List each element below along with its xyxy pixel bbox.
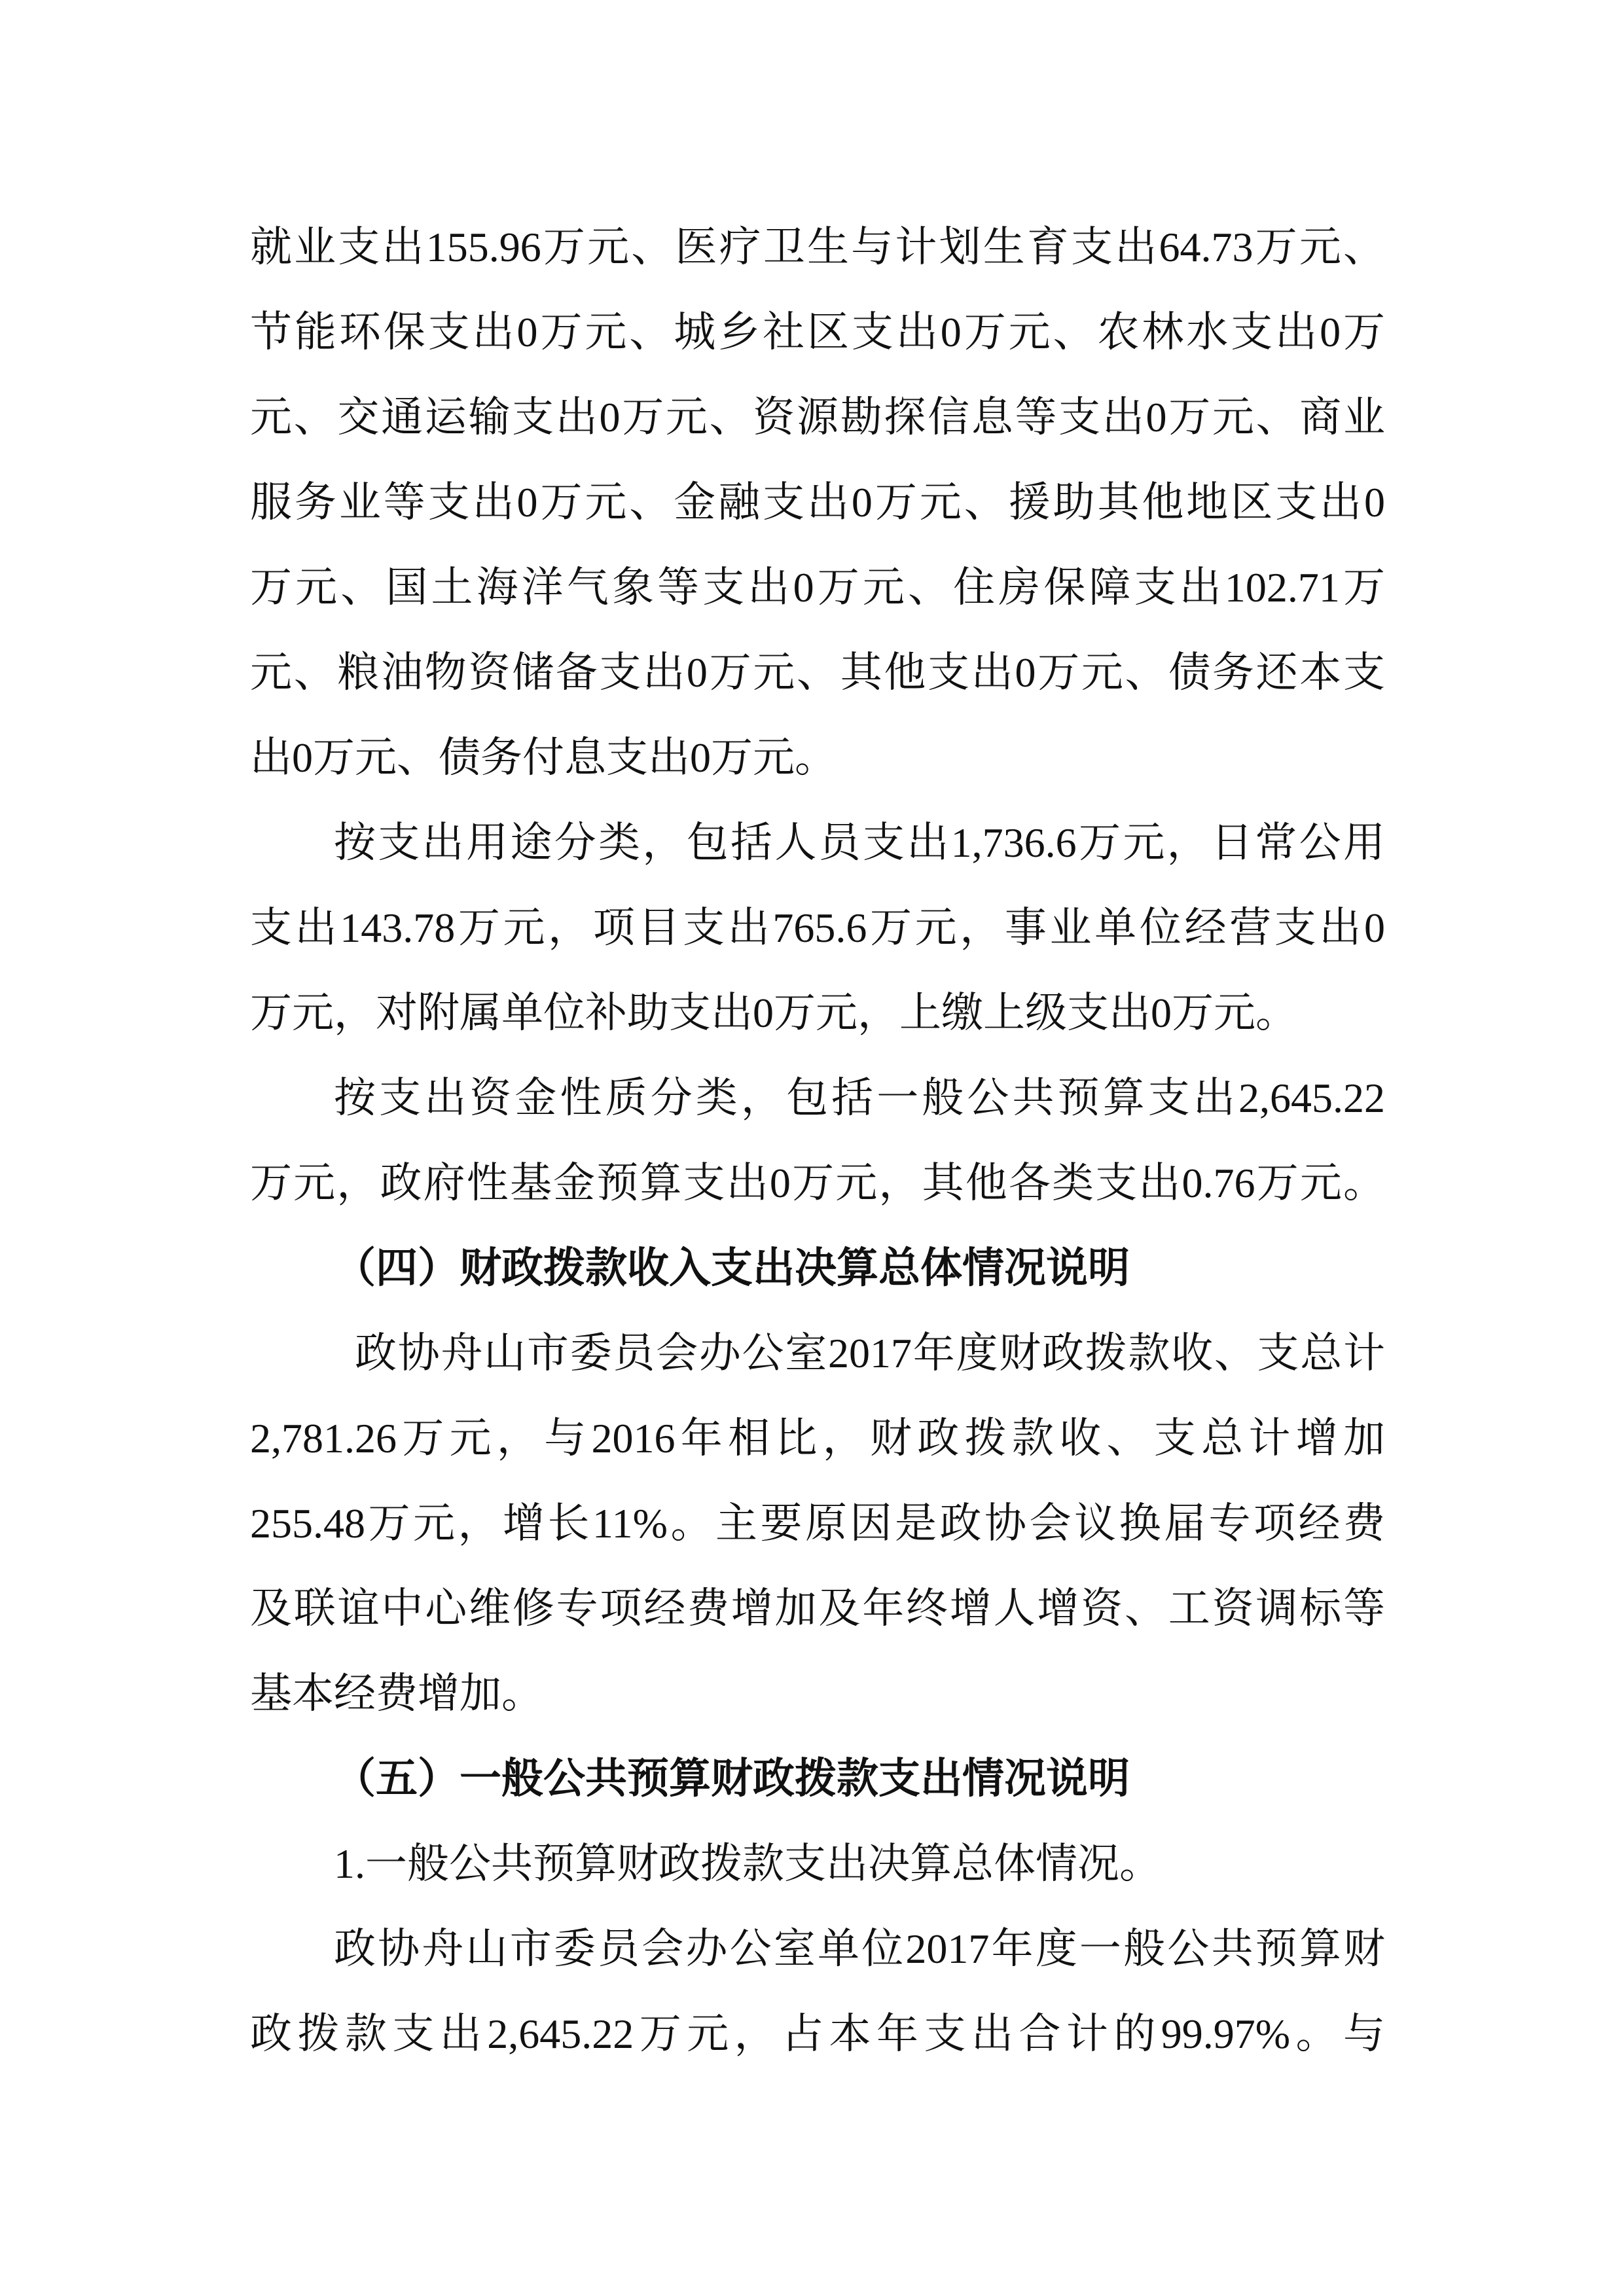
text-line: 政协舟山市委员会办公室单位2017年度一般公共预算财 xyxy=(334,1926,1385,1972)
text-line: 政协舟山市委员会办公室2017年度财政拨款收、支总计 xyxy=(355,1330,1385,1376)
document-body xyxy=(250,205,1385,2077)
paragraph-expenditure-by-function xyxy=(250,205,1385,800)
text-line: 255.48万元，增长11%。主要原因是政协会议换届专项经费 xyxy=(250,1500,1385,1547)
text-line: 元、交通运输支出0万元、资源勘探信息等支出0万元、商业 xyxy=(250,394,1385,440)
text-line: 就业支出155.96万元、医疗卫生与计划生育支出64.73万元、 xyxy=(250,224,1385,270)
paragraph-expenditure-by-use xyxy=(250,800,1385,1056)
text-line: 基本经费增加。 xyxy=(250,1670,543,1717)
text-line: 及联谊中心维修专项经费增加及年终增人增资、工资调标等 xyxy=(250,1585,1385,1632)
paragraph-expenditure-by-fund-nature xyxy=(250,1056,1385,1226)
text-line: 服务业等支出0万元、金融支出0万元、援助其他地区支出0 xyxy=(250,479,1385,526)
subheading-5-1 xyxy=(250,1821,1385,1907)
text-line: 万元，政府性基金预算支出0万元，其他各类支出0.76万元。 xyxy=(250,1160,1385,1206)
text-line: 支出143.78万元，项目支出765.6万元，事业单位经营支出0 xyxy=(250,905,1385,951)
text-line: 万元、国土海洋气象等支出0万元、住房保障支出102.71万 xyxy=(250,564,1385,611)
section-heading-4: （四）财政拨款收入支出决算总体情况说明 xyxy=(334,1245,1130,1291)
text-line: 政拨款支出2,645.22万元，占本年支出合计的99.97%。与 xyxy=(250,2011,1385,2057)
text-line: 万元，对附属单位补助支出0万元，上缴上级支出0万元。 xyxy=(250,990,1297,1036)
text-line: 1.一般公共预算财政拨款支出决算总体情况。 xyxy=(334,1840,1161,1887)
text-line: 按支出用途分类，包括人员支出1,736.6万元，日常公用 xyxy=(334,819,1385,866)
text-line: 2,781.26万元，与2016年相比，财政拨款收、支总计增加 xyxy=(250,1415,1385,1462)
text-line: 元、粮油物资储备支出0万元、其他支出0万元、债务还本支 xyxy=(250,649,1385,696)
section-heading-5: （五）一般公共预算财政拨款支出情况说明 xyxy=(334,1755,1130,1802)
paragraph-fiscal-allocation-overview xyxy=(250,1311,1385,1736)
text-line: 出0万元、债务付息支出0万元。 xyxy=(250,734,837,781)
paragraph-general-budget-overview xyxy=(250,1907,1385,2077)
text-line: 按支出资金性质分类，包括一般公共预算支出2,645.22 xyxy=(334,1075,1385,1121)
text-line: 节能环保支出0万元、城乡社区支出0万元、农林水支出0万 xyxy=(250,309,1385,355)
